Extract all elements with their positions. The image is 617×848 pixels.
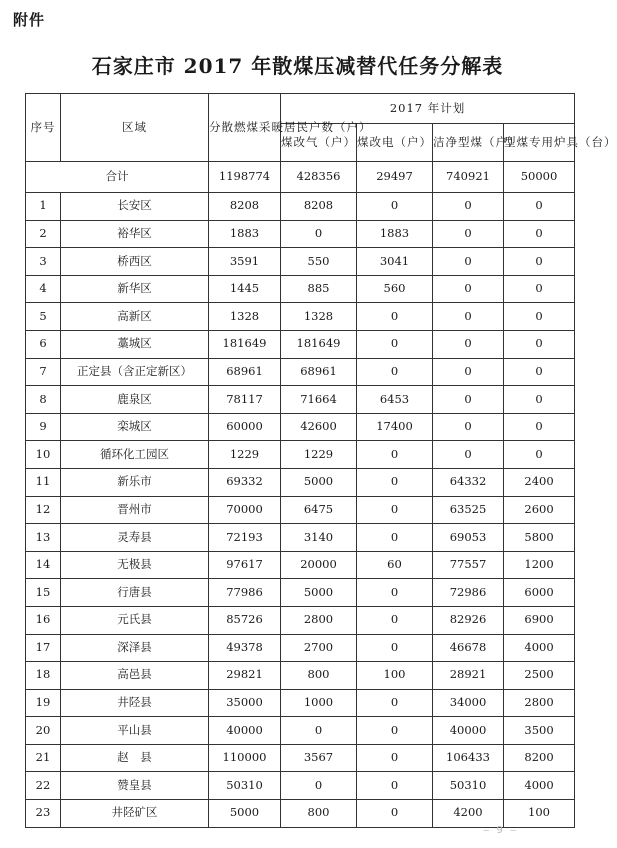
table-row xyxy=(26,551,575,579)
cell-gas: 68961 xyxy=(281,358,357,386)
cell-stove: 3500 xyxy=(504,717,575,745)
cell-households: 5000 xyxy=(209,800,281,828)
header-coal-to-electric: 煤改电（户） xyxy=(357,124,433,162)
cell-elec: 17400 xyxy=(357,413,433,441)
cell-elec: 0 xyxy=(357,579,433,607)
cell-gas: 20000 xyxy=(281,551,357,579)
table-row xyxy=(26,524,575,552)
cell-stove: 0 xyxy=(504,248,575,276)
cell-stove: 4000 xyxy=(504,772,575,800)
cell-elec: 0 xyxy=(357,689,433,717)
cell-gas: 3567 xyxy=(281,744,357,772)
table-row xyxy=(26,606,575,634)
cell-seq: 20 xyxy=(26,717,61,745)
cell-clean: 0 xyxy=(433,248,504,276)
cell-gas: 181649 xyxy=(281,330,357,358)
cell-district: 无极县 xyxy=(61,551,209,579)
cell-district: 新乐市 xyxy=(61,468,209,496)
cell-seq: 13 xyxy=(26,524,61,552)
total-clean: 740921 xyxy=(433,162,504,193)
cell-elec: 3041 xyxy=(357,248,433,276)
cell-elec: 100 xyxy=(357,662,433,690)
cell-district: 灵寿县 xyxy=(61,524,209,552)
cell-stove: 8200 xyxy=(504,744,575,772)
cell-seq: 18 xyxy=(26,662,61,690)
cell-stove: 6000 xyxy=(504,579,575,607)
cell-stove: 1200 xyxy=(504,551,575,579)
cell-gas: 0 xyxy=(281,772,357,800)
cell-seq: 10 xyxy=(26,441,61,469)
cell-district: 深泽县 xyxy=(61,634,209,662)
cell-district: 正定县（含正定新区） xyxy=(61,358,209,386)
cell-households: 40000 xyxy=(209,717,281,745)
cell-district: 栾城区 xyxy=(61,413,209,441)
cell-gas: 0 xyxy=(281,717,357,745)
cell-households: 72193 xyxy=(209,524,281,552)
cell-stove: 0 xyxy=(504,193,575,221)
cell-stove: 100 xyxy=(504,800,575,828)
cell-gas: 71664 xyxy=(281,386,357,414)
table-row xyxy=(26,330,575,358)
attachment-label: 附件 xyxy=(13,11,46,29)
cell-clean: 0 xyxy=(433,220,504,248)
cell-elec: 1883 xyxy=(357,220,433,248)
table-row xyxy=(26,220,575,248)
total-stove: 50000 xyxy=(504,162,575,193)
cell-households: 85726 xyxy=(209,606,281,634)
table-row xyxy=(26,248,575,276)
cell-seq: 17 xyxy=(26,634,61,662)
table-row xyxy=(26,496,575,524)
cell-district: 长安区 xyxy=(61,193,209,221)
cell-households: 1229 xyxy=(209,441,281,469)
cell-district: 桥西区 xyxy=(61,248,209,276)
table-row xyxy=(26,662,575,690)
cell-clean: 50310 xyxy=(433,772,504,800)
cell-gas: 6475 xyxy=(281,496,357,524)
cell-seq: 4 xyxy=(26,275,61,303)
cell-households: 49378 xyxy=(209,634,281,662)
cell-clean: 0 xyxy=(433,330,504,358)
cell-seq: 8 xyxy=(26,386,61,414)
cell-stove: 0 xyxy=(504,386,575,414)
cell-seq: 3 xyxy=(26,248,61,276)
cell-elec: 0 xyxy=(357,800,433,828)
cell-seq: 21 xyxy=(26,744,61,772)
cell-elec: 0 xyxy=(357,744,433,772)
document-title: 石家庄市 2017 年散煤压减替代任务分解表 xyxy=(91,54,504,78)
cell-clean: 72986 xyxy=(433,579,504,607)
table-row xyxy=(26,303,575,331)
cell-households: 1328 xyxy=(209,303,281,331)
cell-gas: 800 xyxy=(281,662,357,690)
header-plan-2017: 2017 年计划 xyxy=(281,94,575,124)
cell-seq: 6 xyxy=(26,330,61,358)
cell-elec: 0 xyxy=(357,441,433,469)
cell-seq: 12 xyxy=(26,496,61,524)
cell-households: 181649 xyxy=(209,330,281,358)
cell-households: 35000 xyxy=(209,689,281,717)
cell-gas: 550 xyxy=(281,248,357,276)
cell-stove: 0 xyxy=(504,413,575,441)
table-row xyxy=(26,275,575,303)
cell-elec: 0 xyxy=(357,772,433,800)
header-households: 分散燃煤采暖居民户数（户） xyxy=(209,94,281,162)
cell-gas: 1328 xyxy=(281,303,357,331)
cell-district: 裕华区 xyxy=(61,220,209,248)
cell-clean: 0 xyxy=(433,303,504,331)
table-row xyxy=(26,468,575,496)
total-elec: 29497 xyxy=(357,162,433,193)
cell-stove: 2600 xyxy=(504,496,575,524)
cell-clean: 82926 xyxy=(433,606,504,634)
cell-clean: 46678 xyxy=(433,634,504,662)
cell-gas: 42600 xyxy=(281,413,357,441)
table-row xyxy=(26,800,575,828)
cell-elec: 0 xyxy=(357,717,433,745)
cell-clean: 40000 xyxy=(433,717,504,745)
cell-gas: 5000 xyxy=(281,579,357,607)
cell-households: 78117 xyxy=(209,386,281,414)
cell-gas: 8208 xyxy=(281,193,357,221)
cell-seq: 14 xyxy=(26,551,61,579)
cell-elec: 0 xyxy=(357,330,433,358)
cell-clean: 0 xyxy=(433,358,504,386)
header-briquette-stove: 型煤专用炉具（台） xyxy=(504,124,575,162)
cell-seq: 5 xyxy=(26,303,61,331)
cell-households: 97617 xyxy=(209,551,281,579)
cell-stove: 2400 xyxy=(504,468,575,496)
total-gas: 428356 xyxy=(281,162,357,193)
cell-gas: 3140 xyxy=(281,524,357,552)
table-row xyxy=(26,634,575,662)
cell-gas: 2700 xyxy=(281,634,357,662)
cell-seq: 11 xyxy=(26,468,61,496)
cell-gas: 1000 xyxy=(281,689,357,717)
cell-households: 8208 xyxy=(209,193,281,221)
cell-households: 1445 xyxy=(209,275,281,303)
cell-elec: 60 xyxy=(357,551,433,579)
cell-gas: 800 xyxy=(281,800,357,828)
cell-clean: 0 xyxy=(433,386,504,414)
cell-seq: 19 xyxy=(26,689,61,717)
cell-clean: 4200 xyxy=(433,800,504,828)
cell-elec: 0 xyxy=(357,524,433,552)
cell-seq: 15 xyxy=(26,579,61,607)
header-coal-to-gas: 煤改气（户） xyxy=(281,124,357,162)
total-label: 合计 xyxy=(26,162,209,193)
cell-elec: 0 xyxy=(357,606,433,634)
table-row xyxy=(26,193,575,221)
cell-households: 70000 xyxy=(209,496,281,524)
cell-clean: 64332 xyxy=(433,468,504,496)
cell-district: 高邑县 xyxy=(61,662,209,690)
cell-elec: 560 xyxy=(357,275,433,303)
cell-stove: 0 xyxy=(504,303,575,331)
cell-district: 元氏县 xyxy=(61,606,209,634)
cell-district: 晋州市 xyxy=(61,496,209,524)
cell-district: 循环化工园区 xyxy=(61,441,209,469)
header-seq: 序号 xyxy=(26,94,61,162)
table-row xyxy=(26,744,575,772)
cell-households: 110000 xyxy=(209,744,281,772)
table-row xyxy=(26,358,575,386)
cell-stove: 5800 xyxy=(504,524,575,552)
cell-stove: 0 xyxy=(504,275,575,303)
cell-seq: 16 xyxy=(26,606,61,634)
header-clean-briquette: 洁净型煤（户） xyxy=(433,124,504,162)
table-row xyxy=(26,386,575,414)
cell-seq: 9 xyxy=(26,413,61,441)
cell-district: 井陉矿区 xyxy=(61,800,209,828)
total-households: 1198774 xyxy=(209,162,281,193)
cell-seq: 2 xyxy=(26,220,61,248)
cell-clean: 63525 xyxy=(433,496,504,524)
cell-clean: 77557 xyxy=(433,551,504,579)
table-row xyxy=(26,413,575,441)
cell-households: 1883 xyxy=(209,220,281,248)
task-breakdown-table xyxy=(25,93,617,828)
cell-clean: 0 xyxy=(433,193,504,221)
cell-households: 3591 xyxy=(209,248,281,276)
cell-gas: 0 xyxy=(281,220,357,248)
cell-stove: 0 xyxy=(504,358,575,386)
cell-households: 50310 xyxy=(209,772,281,800)
table-row xyxy=(26,579,575,607)
cell-clean: 0 xyxy=(433,413,504,441)
cell-stove: 0 xyxy=(504,330,575,358)
cell-stove: 6900 xyxy=(504,606,575,634)
cell-district: 行唐县 xyxy=(61,579,209,607)
cell-elec: 0 xyxy=(357,193,433,221)
cell-clean: 106433 xyxy=(433,744,504,772)
cell-stove: 4000 xyxy=(504,634,575,662)
cell-district: 高新区 xyxy=(61,303,209,331)
cell-stove: 0 xyxy=(504,220,575,248)
cell-households: 77986 xyxy=(209,579,281,607)
cell-elec: 0 xyxy=(357,634,433,662)
cell-seq: 1 xyxy=(26,193,61,221)
cell-district: 鹿泉区 xyxy=(61,386,209,414)
cell-elec: 0 xyxy=(357,303,433,331)
cell-households: 68961 xyxy=(209,358,281,386)
cell-district: 藁城区 xyxy=(61,330,209,358)
cell-households: 29821 xyxy=(209,662,281,690)
cell-stove: 2800 xyxy=(504,689,575,717)
cell-households: 60000 xyxy=(209,413,281,441)
cell-district: 平山县 xyxy=(61,717,209,745)
cell-seq: 23 xyxy=(26,800,61,828)
cell-clean: 0 xyxy=(433,275,504,303)
cell-district: 赞皇县 xyxy=(61,772,209,800)
cell-district: 新华区 xyxy=(61,275,209,303)
page-number: ‒ 9 ‒ xyxy=(483,825,519,836)
total-row xyxy=(26,162,575,193)
cell-elec: 0 xyxy=(357,468,433,496)
cell-elec: 0 xyxy=(357,358,433,386)
cell-stove: 0 xyxy=(504,441,575,469)
cell-clean: 34000 xyxy=(433,689,504,717)
header-district: 区域 xyxy=(61,94,209,162)
table-row xyxy=(26,772,575,800)
cell-gas: 1229 xyxy=(281,441,357,469)
cell-stove: 2500 xyxy=(504,662,575,690)
cell-district: 赵 县 xyxy=(61,744,209,772)
cell-gas: 5000 xyxy=(281,468,357,496)
table-row xyxy=(26,717,575,745)
cell-clean: 28921 xyxy=(433,662,504,690)
cell-households: 69332 xyxy=(209,468,281,496)
table-row xyxy=(26,441,575,469)
cell-district: 井陉县 xyxy=(61,689,209,717)
cell-gas: 885 xyxy=(281,275,357,303)
cell-clean: 69053 xyxy=(433,524,504,552)
cell-elec: 0 xyxy=(357,496,433,524)
cell-elec: 6453 xyxy=(357,386,433,414)
cell-clean: 0 xyxy=(433,441,504,469)
cell-seq: 7 xyxy=(26,358,61,386)
table-row xyxy=(26,689,575,717)
cell-seq: 22 xyxy=(26,772,61,800)
cell-gas: 2800 xyxy=(281,606,357,634)
